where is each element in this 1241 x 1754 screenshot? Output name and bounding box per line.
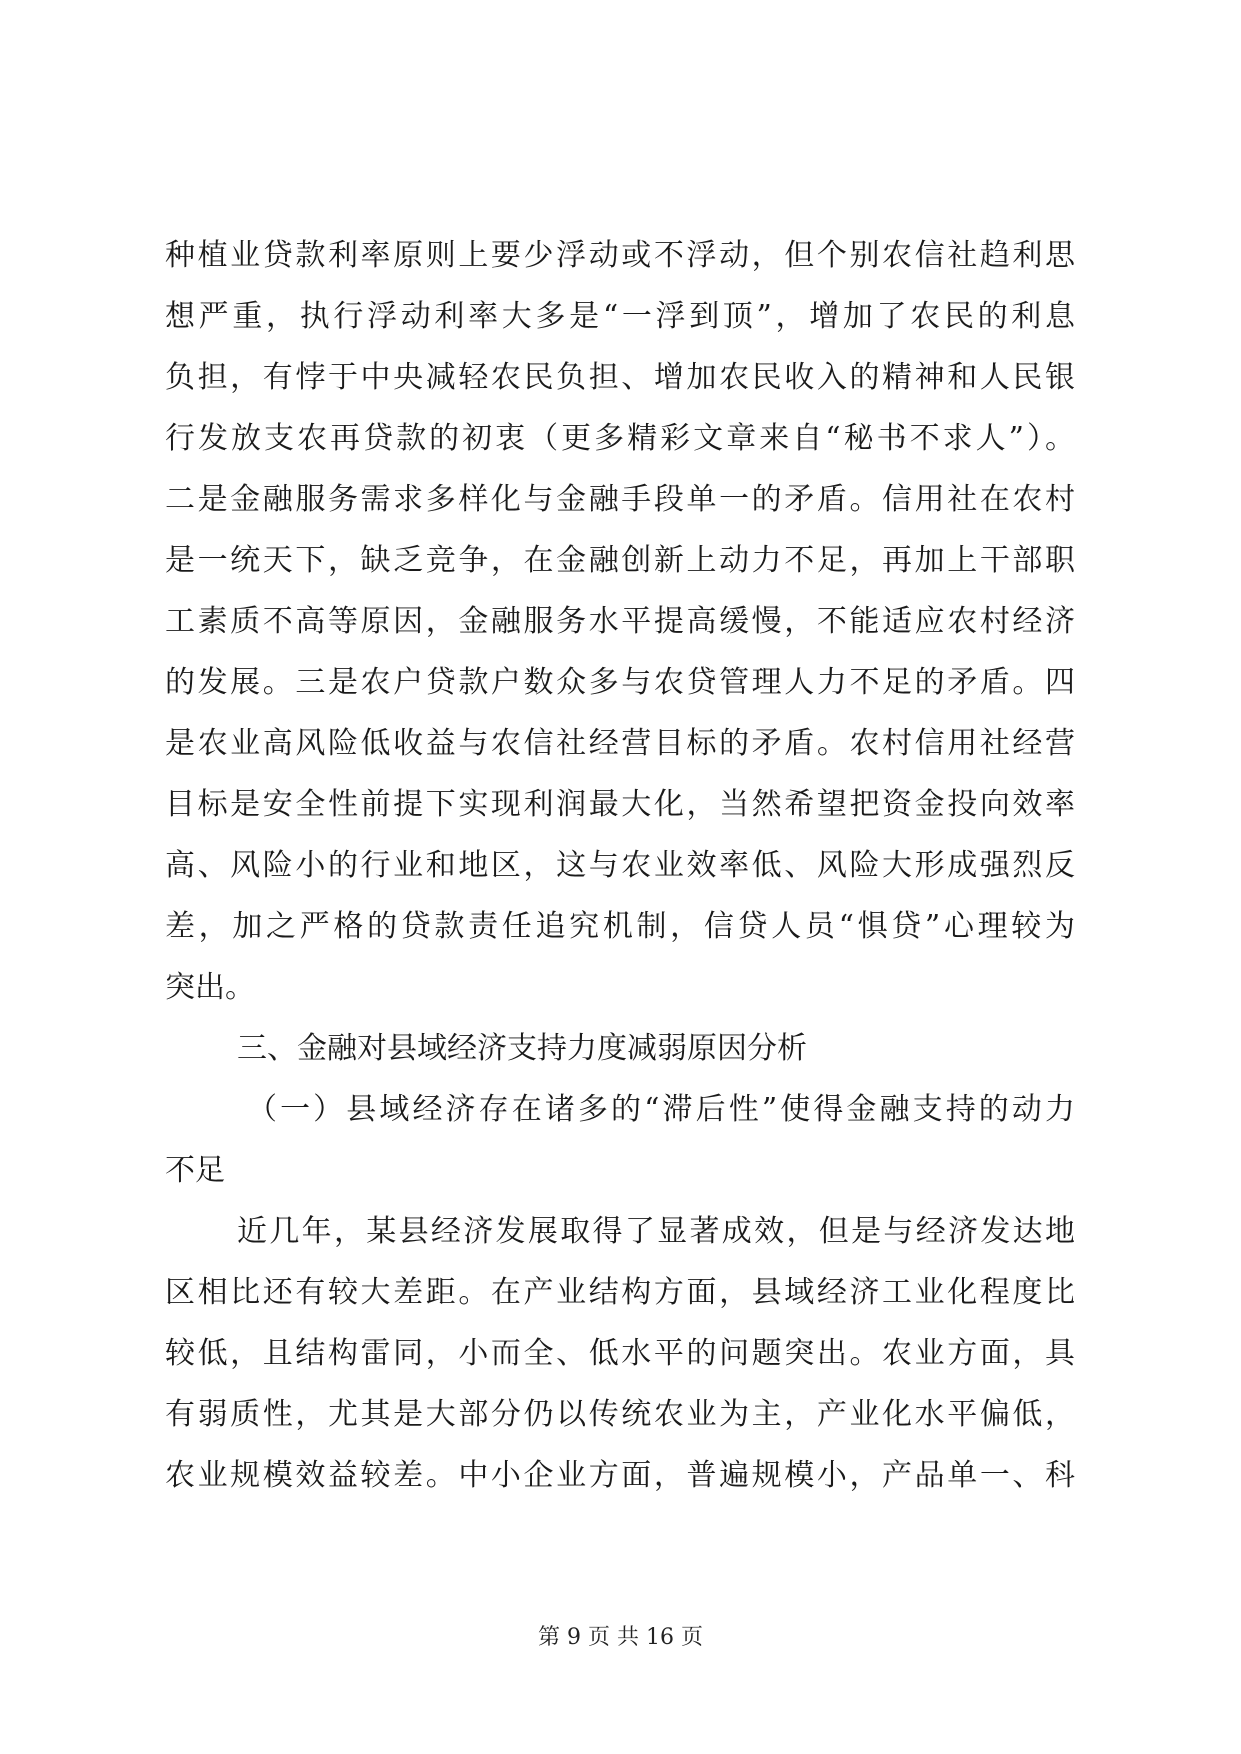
- text-line: 突出。: [165, 970, 255, 1005]
- section-heading: 三、金融对县域经济支持力度减弱原因分析: [237, 1031, 807, 1066]
- text-line: 较低，且结构雷同，小而全、低水平的问题突出。农业方面，具: [165, 1336, 1075, 1371]
- text-line: 工素质不高等原因，金融服务水平提高缓慢，不能适应农村经济: [165, 604, 1075, 639]
- text-line: 二是金融服务需求多样化与金融手段单一的矛盾。信用社在农村: [165, 482, 1075, 517]
- text-line: 是农业高风险低收益与农信社经营目标的矛盾。农村信用社经营: [165, 726, 1075, 761]
- text-line: 区相比还有较大差距。在产业结构方面，县域经济工业化程度比: [165, 1275, 1075, 1310]
- text-line: 高、风险小的行业和地区，这与农业效率低、风险大形成强烈反: [165, 848, 1075, 883]
- text-line: 的发展。三是农户贷款户数众多与农贷管理人力不足的矛盾。四: [165, 665, 1075, 700]
- text-line: 种植业贷款利率原则上要少浮动或不浮动，但个别农信社趋利思: [165, 238, 1075, 273]
- text-line: 农业规模效益较差。中小企业方面，普遍规模小，产品单一、科: [165, 1458, 1075, 1493]
- text-line: 目标是安全性前提下实现利润最大化，当然希望把资金投向效率: [165, 787, 1075, 822]
- document-body: [165, 225, 1075, 1506]
- page-number: 第 9 页 共 16 页: [538, 1625, 703, 1650]
- text-line: 负担，有悖于中央减轻农民负担、增加农民收入的精神和人民银: [165, 360, 1075, 395]
- text-line: 行发放支农再贷款的初衷（更多精彩文章来自“秘书不求人”）。: [165, 421, 1075, 456]
- text-line: 想严重，执行浮动利率大多是“一浮到顶”，增加了农民的利息: [165, 299, 1075, 334]
- text-line: 差，加之严格的贷款责任追究机制，信贷人员“惧贷”心理较为: [165, 909, 1075, 944]
- text-line: 是一统天下，缺乏竞争，在金融创新上动力不足，再加上干部职: [165, 543, 1075, 578]
- text-line: 有弱质性，尤其是大部分仍以传统农业为主，产业化水平偏低，: [165, 1397, 1075, 1432]
- text-line: 近几年，某县经济发展取得了显著成效，但是与经济发达地: [237, 1214, 1075, 1249]
- subheading-line: 不足: [165, 1153, 225, 1188]
- subheading-line: （一）县域经济存在诸多的“滞后性”使得金融支持的动力: [247, 1092, 1075, 1127]
